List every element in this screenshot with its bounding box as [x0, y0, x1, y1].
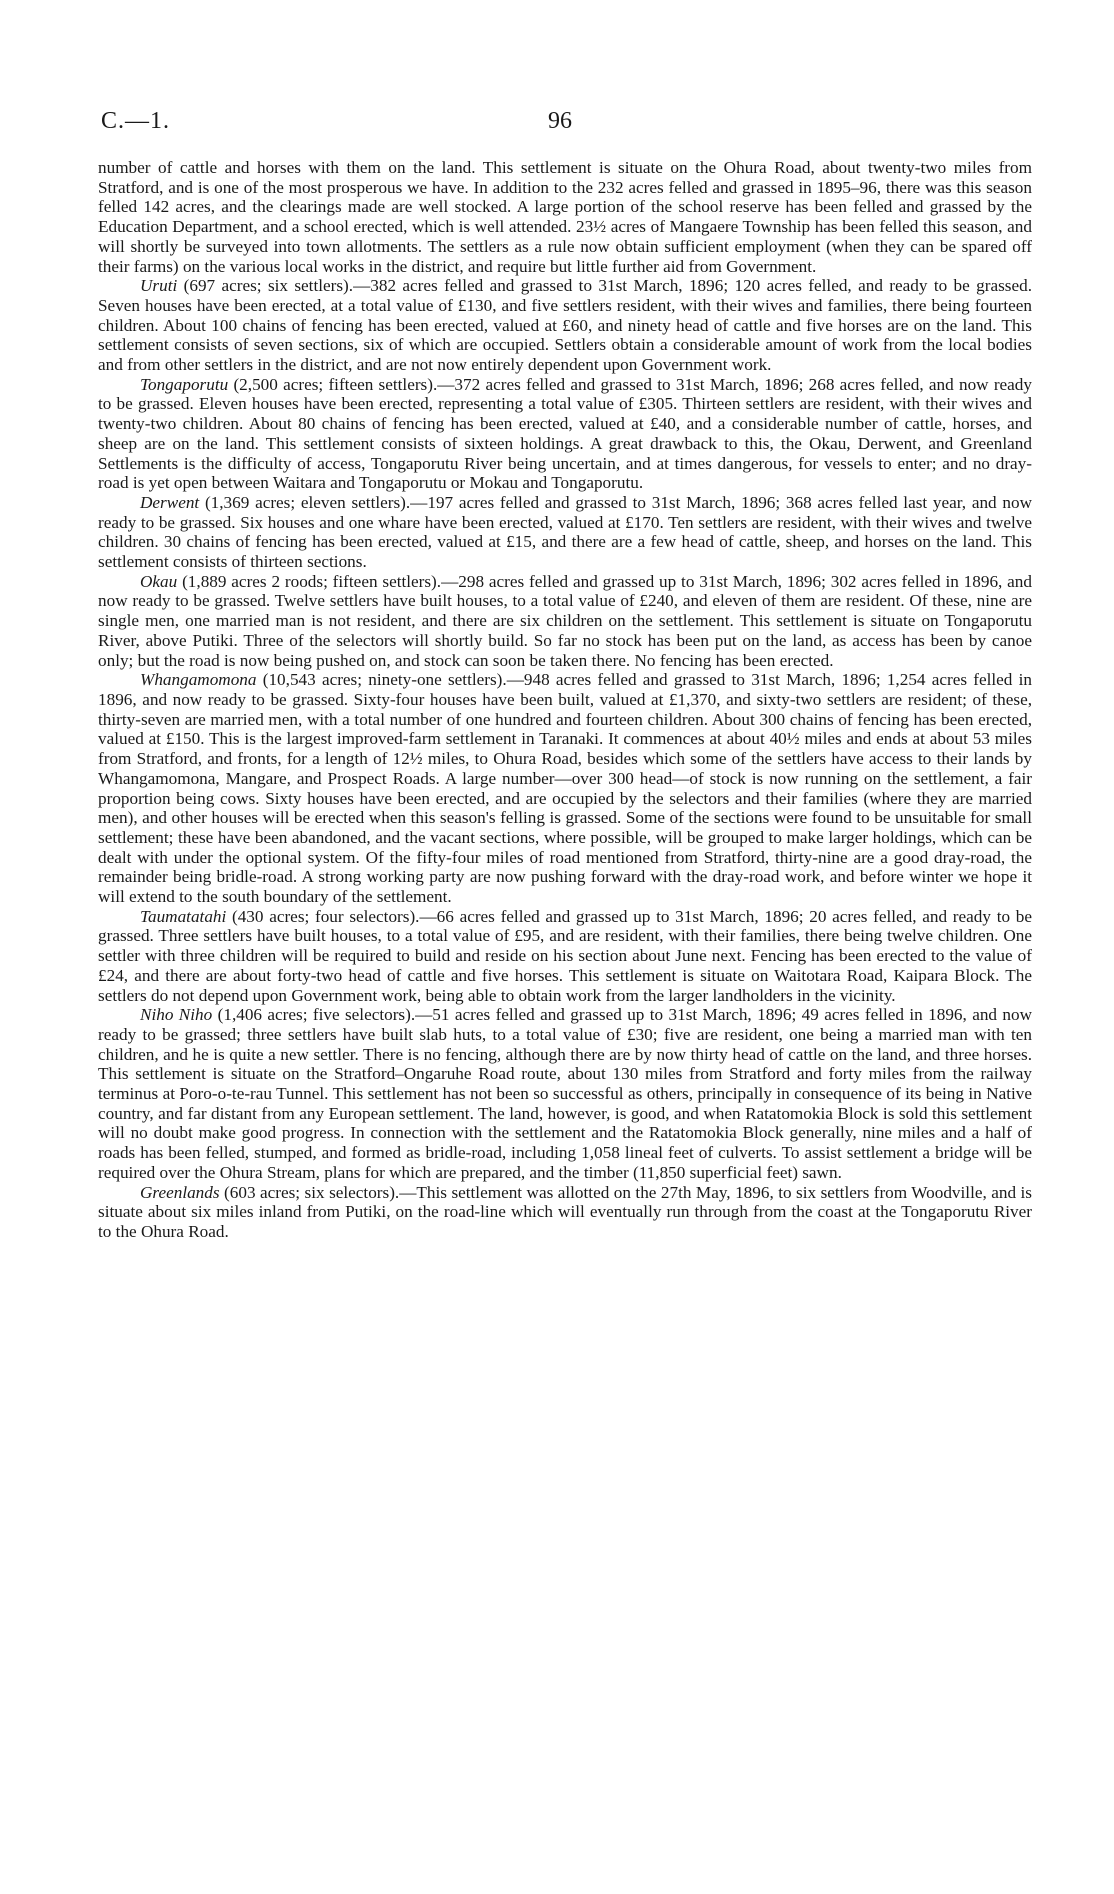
paragraph-text: (603 acres; six selectors).—This settlement was allotted on the 27th May, 1896, to six settlers from Woodville, and is situate about six miles inland from Putiki, on the road-line which will eventually run through from the coast at the Tongaporutu River to the Ohura Road.	[98, 1182, 1032, 1241]
settlement-name: Whangamomona	[140, 670, 257, 690]
paragraph-text: (2,500 acres; fifteen settlers).—372 acres felled and grassed to 31st March, 1896; 268 acres felled, and now ready to be grassed. Eleven houses have been erected, representing a total value of £305. Thirteen settlers are resident, with their wives and twenty-two children. About 80 chains of fencing has been erected, valued at £40, and a considerable number of cattle, horses, and sheep are on the land. This settlement consists of sixteen holdings. A great drawback to this, the Okau, Derwent, and Greenland Settlements is the difficulty of access, Tongaporutu River being uncertain, and at times dangerous, for vessels to enter; and no dray-road is yet open between Waitara and Tongaporutu or Mokau and Tongaporutu.	[98, 374, 1032, 493]
paragraph-text: (10,543 acres; ninety-one settlers).—948 acres felled and grassed to 31st March, 1896; 1,254 acres felled in 1896, and now ready to be grassed. Sixty-four houses have been built, valued at £1,370, and sixty-two settlers are resident; of these, thirty-seven are married men, with a total number of one hundred and fourteen children. About 300 chains of fencing has been erected, valued at £150. This is the largest improved-farm settlement in Taranaki. It commences at about 40½ miles and ends at about 53 miles from Stratford, and fronts, for a length of 12½ miles, to Ohura Road, besides which some of the settlers have access to their lands by Whangamomona, Mangare, and Prospect Roads. A large number—over 300 head—of stock is now running on the settlement, a fair proportion being cows. Sixty houses have been erected, and are occupied by the selectors and their families (where they are married men), and other houses will be erected when this season's felling is grassed. Some of the sections were found to be unsuitable for small settlement; these have been abandoned, and the vacant sections, where possible, will be grouped to make larger holdings, which can be dealt with under the optional system. Of the fifty-four miles of road mentioned from Stratford, thirty-nine are a good dray-road, the remainder being bridle-road. A strong working party are now pushing forward with the dray-road work, and before winter we hope it will extend to the south boundary of the settlement.	[98, 670, 1032, 907]
page-number: 96	[548, 108, 572, 134]
paragraph-uruti	[98, 276, 1032, 375]
settlement-name: Derwent	[140, 492, 200, 512]
paragraph-greenlands	[98, 1183, 1032, 1242]
settlement-name: Greenlands	[140, 1182, 220, 1202]
paragraph-taumatatahi	[98, 907, 1032, 1006]
settlement-name: Taumatatahi	[140, 906, 227, 926]
paragraph-okau	[98, 572, 1032, 671]
paragraph-text: number of cattle and horses with them on the land. This settlement is situate on the Ohura Road, about twenty-two miles from Stratford, and is one of the most prosperous we have. In addition to the 232 acres felled and grassed in 1895–96, there was this season felled 142 acres, and the clearings made are well stocked. A large portion of the school reserve has been felled and grassed by the Education Department, and a school erected, which is well attended. 23½ acres of Mangaere Township has been felled this season, and will shortly be surveyed into town allotments. The settlers as a rule now obtain sufficient employment (when they can be spared off their farms) on the various local works in the district, and require but little further aid from Government.	[98, 158, 1032, 276]
settlement-name: Niho Niho	[140, 1005, 213, 1025]
paragraph-text: (430 acres; four selectors).—66 acres felled and grassed up to 31st March, 1896; 20 acres felled, and ready to be grassed. Three settlers have built houses, to a total value of £95, and are resident, with their families, there being twelve children. One settler with three children will be required to build and reside on his section about June next. Fencing has been erected to the value of £24, and there are about forty-two head of cattle and five horses. This settlement is situate on Waitotara Road, Kaipara Block. The settlers do not depend upon Government work, being able to obtain work from the larger landholders in the vicinity.	[98, 906, 1032, 1005]
paragraph-text: (1,889 acres 2 roods; fifteen settlers).—298 acres felled and grassed up to 31st March, 1896; 302 acres felled in 1896, and now ready to be grassed. Twelve settlers have built houses, to a total value of £240, and eleven of them are resident. Of these, nine are single men, one married man is not resident, and there are six children on the settlement. This settlement is situate on Tongaporutu River, above Putiki. Three of the selectors will shortly build. So far no stock has been put on the land, as access has been by canoe only; but the road is now being pushed on, and stock can soon be taken there. No fencing has been erected.	[98, 571, 1032, 670]
settlement-name: Okau	[140, 571, 178, 591]
settlement-name: Tongaporutu	[140, 374, 229, 394]
paragraph-text: (697 acres; six settlers).—382 acres felled and grassed to 31st March, 1896; 120 acres felled, and ready to be grassed. Seven houses have been erected, at a total value of £130, and five settlers resident, with their wives and families, there being fourteen children. About 100 chains of fencing has been erected, valued at £60, and ninety head of cattle and five horses are on the land. This settlement consists of seven sections, six of which are occupied. Settlers obtain a considerable amount of work from the local bodies and from other settlers in the district, and are not now entirely dependent upon Government work.	[98, 276, 1032, 375]
report-reference: C.—1.	[101, 108, 171, 134]
paragraph-continuation	[98, 158, 1032, 276]
paragraph-tongaporutu	[98, 375, 1032, 493]
paragraph-text: (1,406 acres; five selectors).—51 acres felled and grassed up to 31st March, 1896; 49 acres felled in 1896, and now ready to be grassed; three settlers have built slab huts, to a total value of £30; five are resident, one being a married man with ten children, and he is quite a new settler. There is no fencing, although there are by now thirty head of cattle on the land, and three horses. This settlement is situate on the Stratford–Ongaruhe Road route, about 130 miles from Stratford and forty miles from the railway terminus at Poro-o-te-rau Tunnel. This settlement has not been so successful as others, principally in consequence of its being in Native country, and far distant from any European settlement. The land, however, is good, and when Ratatomokia Block is sold this settlement will no doubt make good progress. In connection with the settlement and the Ratatomokia Block generally, nine miles and a half of roads has been felled, stumped, and formed as bridle-road, including 1,058 lineal feet of culverts. To assist settlement a bridge will be required over the Ohura Stream, plans for which are prepared, and the timber (11,850 superficial feet) sawn.	[98, 1005, 1032, 1182]
settlement-name: Uruti	[140, 276, 178, 296]
paragraph-niho-niho	[98, 1005, 1032, 1182]
paragraph-derwent	[98, 493, 1032, 572]
paragraph-whangamomona	[98, 670, 1032, 906]
report-body	[98, 158, 1032, 1242]
paragraph-text: (1,369 acres; eleven settlers).—197 acres felled and grassed to 31st March, 1896; 368 acres felled last year, and now ready to be grassed. Six houses and one whare have been erected, valued at £170. Ten settlers are resident, with their wives and twelve children. 30 chains of fencing has been erected, valued at £15, and there are a few head of cattle, sheep, and horses on the land. This settlement consists of thirteen sections.	[98, 492, 1032, 572]
